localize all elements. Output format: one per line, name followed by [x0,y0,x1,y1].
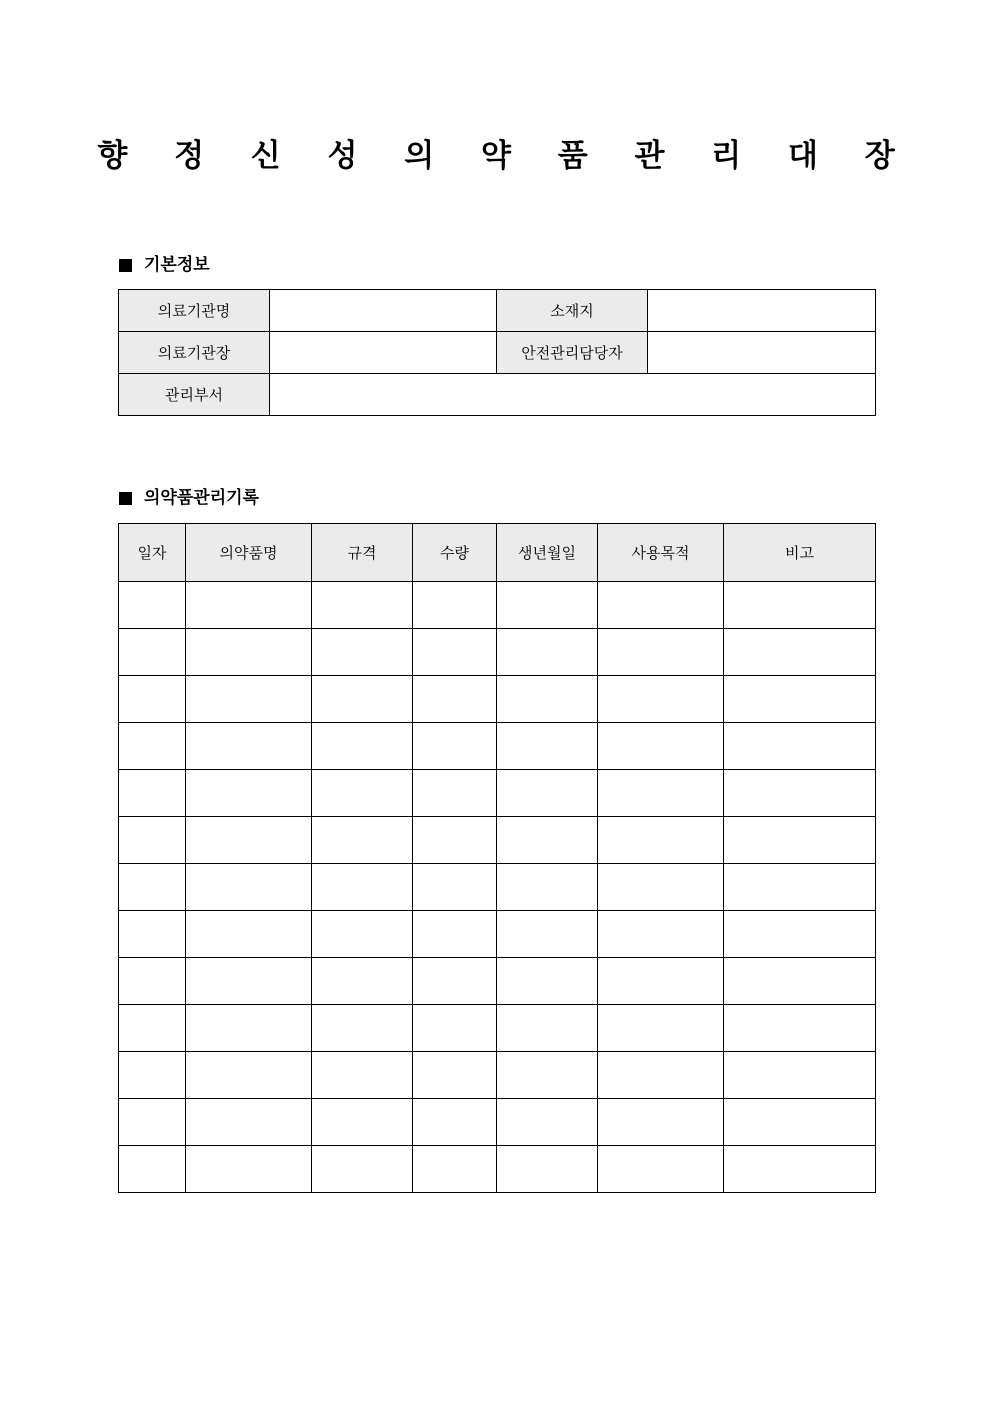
drug-name-cell[interactable] [186,676,312,723]
quantity-cell[interactable] [413,1146,497,1193]
quantity-cell[interactable] [413,817,497,864]
table-row [119,582,876,629]
birthdate-cell[interactable] [497,676,598,723]
purpose-cell[interactable] [598,1052,724,1099]
drug-name-cell[interactable] [186,582,312,629]
quantity-cell[interactable] [413,958,497,1005]
date-cell[interactable] [119,676,186,723]
date-cell[interactable] [119,723,186,770]
date-cell[interactable] [119,1052,186,1099]
department-field[interactable] [270,374,876,416]
column-header-purpose: 사용목적 [598,524,724,582]
drug-name-cell[interactable] [186,770,312,817]
basic-info-table [118,289,876,416]
quantity-cell[interactable] [413,676,497,723]
drug-name-cell[interactable] [186,723,312,770]
drug-name-cell[interactable] [186,911,312,958]
spec-cell[interactable] [312,864,413,911]
column-header-drug-name: 의약품명 [186,524,312,582]
birthdate-cell[interactable] [497,1146,598,1193]
purpose-cell[interactable] [598,817,724,864]
table-row [119,374,876,416]
purpose-cell[interactable] [598,1146,724,1193]
remarks-cell[interactable] [724,911,876,958]
date-cell[interactable] [119,1005,186,1052]
purpose-cell[interactable] [598,864,724,911]
birthdate-cell[interactable] [497,911,598,958]
purpose-cell[interactable] [598,911,724,958]
basic-info-heading [119,253,210,277]
spec-cell[interactable] [312,723,413,770]
table-row [119,1146,876,1193]
table-row [119,290,876,332]
drug-name-cell[interactable] [186,1052,312,1099]
quantity-cell[interactable] [413,582,497,629]
birthdate-cell[interactable] [497,958,598,1005]
table-row [119,723,876,770]
table-row [119,911,876,958]
birthdate-cell[interactable] [497,723,598,770]
spec-cell[interactable] [312,1099,413,1146]
institution-head-label: 의료기관장 [119,332,270,374]
drug-name-cell[interactable] [186,1005,312,1052]
quantity-cell[interactable] [413,911,497,958]
table-row [119,770,876,817]
records-heading-text: 의약품관리기록 [144,488,259,508]
spec-cell[interactable] [312,911,413,958]
table-row [119,817,876,864]
drug-name-cell[interactable] [186,1099,312,1146]
column-header-spec: 규격 [312,524,413,582]
date-cell[interactable] [119,864,186,911]
table-row [119,864,876,911]
birthdate-cell[interactable] [497,582,598,629]
quantity-cell[interactable] [413,1099,497,1146]
date-cell[interactable] [119,1146,186,1193]
spec-cell[interactable] [312,1005,413,1052]
spec-cell[interactable] [312,958,413,1005]
remarks-cell[interactable] [724,629,876,676]
remarks-cell[interactable] [724,582,876,629]
spec-cell[interactable] [312,1146,413,1193]
birthdate-cell[interactable] [497,770,598,817]
spec-cell[interactable] [312,817,413,864]
purpose-cell[interactable] [598,958,724,1005]
purpose-cell[interactable] [598,676,724,723]
safety-manager-field[interactable] [648,332,876,374]
quantity-cell[interactable] [413,864,497,911]
quantity-cell[interactable] [413,629,497,676]
date-cell[interactable] [119,1099,186,1146]
safety-manager-label: 안전관리담당자 [497,332,648,374]
table-row [119,629,876,676]
purpose-cell[interactable] [598,770,724,817]
remarks-cell[interactable] [724,1146,876,1193]
drug-name-cell[interactable] [186,864,312,911]
remarks-cell[interactable] [724,723,876,770]
remarks-cell[interactable] [724,1052,876,1099]
records-heading [119,486,259,510]
square-bullet-icon [119,492,132,505]
spec-cell[interactable] [312,1052,413,1099]
table-row [119,676,876,723]
spec-cell[interactable] [312,676,413,723]
drug-name-cell[interactable] [186,1146,312,1193]
table-row [119,1099,876,1146]
institution-name-label: 의료기관명 [119,290,270,332]
drug-name-cell[interactable] [186,817,312,864]
birthdate-cell[interactable] [497,629,598,676]
spec-cell[interactable] [312,770,413,817]
date-cell[interactable] [119,770,186,817]
quantity-cell[interactable] [413,1052,497,1099]
records-body [119,582,876,1193]
column-header-date: 일자 [119,524,186,582]
remarks-cell[interactable] [724,817,876,864]
column-header-birthdate: 생년월일 [497,524,598,582]
table-header-row [119,524,876,582]
birthdate-cell[interactable] [497,1099,598,1146]
quantity-cell[interactable] [413,770,497,817]
square-bullet-icon [119,259,132,272]
records-table [118,523,876,1193]
date-cell[interactable] [119,817,186,864]
birthdate-cell[interactable] [497,1005,598,1052]
drug-name-cell[interactable] [186,958,312,1005]
location-field[interactable] [648,290,876,332]
date-cell[interactable] [119,629,186,676]
location-label: 소재지 [497,290,648,332]
date-cell[interactable] [119,958,186,1005]
purpose-cell[interactable] [598,723,724,770]
column-header-quantity: 수량 [413,524,497,582]
drug-name-cell[interactable] [186,629,312,676]
table-row [119,1052,876,1099]
birthdate-cell[interactable] [497,817,598,864]
date-cell[interactable] [119,911,186,958]
purpose-cell[interactable] [598,582,724,629]
table-row [119,332,876,374]
birthdate-cell[interactable] [497,864,598,911]
basic-info-heading-text: 기본정보 [144,255,210,275]
document-title: 향 정 신 성 의 약 품 관 리 대 장 [97,138,913,174]
table-row [119,958,876,1005]
spec-cell[interactable] [312,582,413,629]
quantity-cell[interactable] [413,1005,497,1052]
purpose-cell[interactable] [598,629,724,676]
date-cell[interactable] [119,582,186,629]
remarks-cell[interactable] [724,770,876,817]
remarks-cell[interactable] [724,958,876,1005]
birthdate-cell[interactable] [497,1052,598,1099]
purpose-cell[interactable] [598,1099,724,1146]
table-row [119,1005,876,1052]
institution-head-field[interactable] [270,332,497,374]
spec-cell[interactable] [312,629,413,676]
purpose-cell[interactable] [598,1005,724,1052]
remarks-cell[interactable] [724,1099,876,1146]
remarks-cell[interactable] [724,864,876,911]
column-header-remarks: 비고 [724,524,876,582]
quantity-cell[interactable] [413,723,497,770]
department-label: 관리부서 [119,374,270,416]
institution-name-field[interactable] [270,290,497,332]
remarks-cell[interactable] [724,1005,876,1052]
remarks-cell[interactable] [724,676,876,723]
